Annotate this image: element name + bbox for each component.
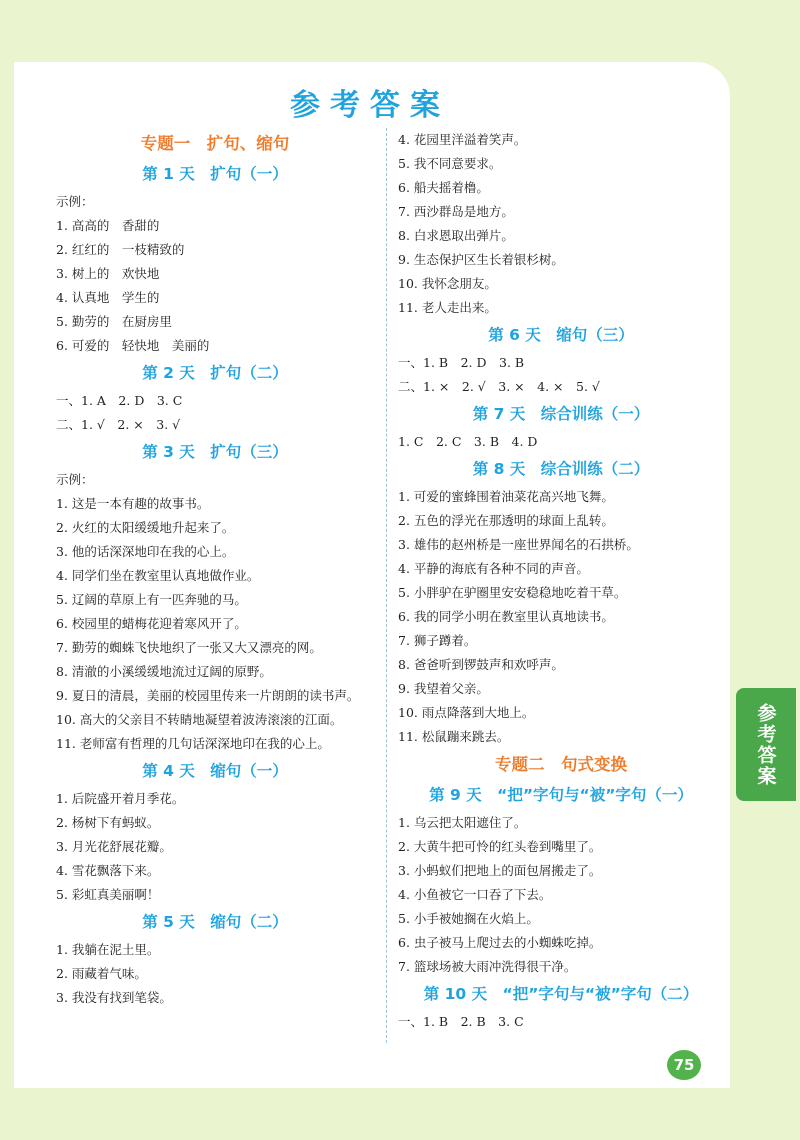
answer-line: 1. 乌云把太阳遮住了。 bbox=[398, 815, 527, 830]
answer-line: 3. 我没有找到笔袋。 bbox=[56, 990, 172, 1005]
answer-line: 1. 我躺在泥土里。 bbox=[56, 942, 160, 957]
answer-line: 3. 月光花舒展花瓣。 bbox=[56, 839, 172, 854]
day-heading: 第 10 天 “把”字句与“被”字句（二） bbox=[423, 985, 699, 1003]
answer-line: 2. 红红的 一枝精致的 bbox=[56, 242, 185, 257]
answer-line: 5. 我不同意要求。 bbox=[398, 156, 502, 171]
answer-line: 一、1. B 2. D 3. B bbox=[398, 355, 525, 370]
answer-line: 2. 火红的太阳缓缓地升起来了。 bbox=[56, 520, 235, 535]
answer-line: 6. 虫子被马上爬过去的小蜘蛛吃掉。 bbox=[398, 935, 602, 950]
answer-line: 4. 同学们坐在教室里认真地做作业。 bbox=[56, 568, 260, 583]
day-heading: 第 9 天 “把”字句与“被”字句（一） bbox=[429, 786, 693, 804]
answer-line: 9. 我望着父亲。 bbox=[398, 681, 489, 696]
answer-line: 7. 西沙群岛是地方。 bbox=[398, 204, 514, 219]
answer-line: 8. 白求恩取出弹片。 bbox=[398, 228, 514, 243]
right-column bbox=[398, 128, 724, 1034]
answer-line: 1. 后院盛开着月季花。 bbox=[56, 791, 185, 806]
answer-line: 6. 可爱的 轻快地 美丽的 bbox=[56, 338, 210, 353]
answer-line: 2. 五色的浮光在那透明的球面上乱转。 bbox=[398, 513, 614, 528]
answer-line: 4. 小鱼被它一口吞了下去。 bbox=[398, 887, 552, 902]
day-heading: 第 8 天 综合训练（二） bbox=[472, 460, 650, 478]
answer-line: 11. 老人走出来。 bbox=[398, 300, 497, 315]
answer-line: 1. 这是一本有趣的故事书。 bbox=[56, 496, 210, 511]
answer-line: 1. C 2. C 3. B 4. D bbox=[398, 434, 538, 449]
answer-line: 一、1. A 2. D 3. C bbox=[56, 393, 183, 408]
page-title: 参考答案 bbox=[290, 88, 450, 123]
answer-line: 5. 辽阔的草原上有一匹奔驰的马。 bbox=[56, 592, 247, 607]
answer-line: 5. 勤劳的 在厨房里 bbox=[56, 314, 172, 329]
answer-line: 10. 雨点降落到大地上。 bbox=[398, 705, 535, 720]
answer-line: 4. 平静的海底有各种不同的声音。 bbox=[398, 561, 589, 576]
topic-heading: 专题二 句式变换 bbox=[495, 755, 627, 774]
answer-line: 3. 他的话深深地印在我的心上。 bbox=[56, 544, 235, 559]
answer-line: 二、1. × 2. √ 3. × 4. × 5. √ bbox=[398, 379, 600, 394]
answer-line: 7. 狮子蹲着。 bbox=[398, 633, 477, 648]
answer-line: 11. 松鼠蹦来跳去。 bbox=[398, 729, 510, 744]
answer-line: 6. 校园里的蜡梅花迎着寒风开了。 bbox=[56, 616, 247, 631]
day-heading: 第 5 天 缩句（二） bbox=[142, 913, 288, 931]
answer-line: 5. 小手被她搁在火焰上。 bbox=[398, 911, 539, 926]
answer-line: 9. 夏日的清晨，美丽的校园里传来一片朗朗的读书声。 bbox=[56, 688, 360, 703]
day-heading: 第 2 天 扩句（二） bbox=[142, 364, 288, 382]
answer-line: 1. 可爱的蜜蜂围着油菜花高兴地飞舞。 bbox=[398, 489, 614, 504]
answer-line: 3. 小蚂蚁们把地上的面包屑搬走了。 bbox=[398, 863, 602, 878]
side-tab bbox=[736, 688, 796, 801]
answer-line: 3. 雄伟的赵州桥是一座世界闻名的石拱桥。 bbox=[398, 537, 639, 552]
side-tab-label: 参考答案 bbox=[754, 702, 777, 787]
answer-line: 2. 大黄牛把可怜的红头卷到嘴里了。 bbox=[398, 839, 602, 854]
answer-line: 6. 船夫摇着橹。 bbox=[398, 180, 489, 195]
day-heading: 第 3 天 扩句（三） bbox=[142, 443, 288, 461]
day-heading: 第 1 天 扩句（一） bbox=[142, 165, 288, 183]
answer-line: 2. 杨树下有蚂蚁。 bbox=[56, 815, 160, 830]
answer-line: 9. 生态保护区生长着银杉树。 bbox=[398, 252, 564, 267]
column-divider bbox=[386, 128, 387, 1043]
answer-line: 5. 彩虹真美丽啊！ bbox=[56, 887, 160, 902]
day-heading: 第 7 天 综合训练（一） bbox=[472, 405, 650, 423]
answer-line: 3. 树上的 欢快地 bbox=[56, 266, 160, 281]
answer-line: 10. 高大的父亲目不转睛地凝望着波涛滚滚的江面。 bbox=[56, 712, 343, 727]
answer-line: 7. 勤劳的蜘蛛飞快地织了一张又大又漂亮的网。 bbox=[56, 640, 322, 655]
answer-line: 8. 爸爸听到锣鼓声和欢呼声。 bbox=[398, 657, 564, 672]
answer-line: 4. 雪花飘落下来。 bbox=[56, 863, 160, 878]
answer-line: 一、1. B 2. B 3. C bbox=[398, 1014, 524, 1029]
topic-heading: 专题一 扩句、缩句 bbox=[140, 134, 290, 153]
answer-line: 示例： bbox=[56, 472, 94, 487]
answer-line: 4. 花园里洋溢着笑声。 bbox=[398, 132, 527, 147]
answer-line: 二、1. √ 2. × 3. √ bbox=[56, 417, 181, 432]
page-number: 75 bbox=[667, 1050, 701, 1080]
day-heading: 第 4 天 缩句（一） bbox=[142, 762, 288, 780]
answer-line: 示例： bbox=[56, 194, 94, 209]
answer-line: 8. 清澈的小溪缓缓地流过辽阔的原野。 bbox=[56, 664, 272, 679]
left-column bbox=[56, 128, 374, 1010]
answer-line: 10. 我怀念朋友。 bbox=[398, 276, 497, 291]
answer-line: 7. 篮球场被大雨冲洗得很干净。 bbox=[398, 959, 577, 974]
answer-line: 5. 小胖驴在驴圈里安安稳稳地吃着干草。 bbox=[398, 585, 627, 600]
answer-line: 6. 我的同学小明在教室里认真地读书。 bbox=[398, 609, 614, 624]
answer-line: 4. 认真地 学生的 bbox=[56, 290, 160, 305]
answer-line: 11. 老师富有哲理的几句话深深地印在我的心上。 bbox=[56, 736, 330, 751]
answer-line: 1. 高高的 香甜的 bbox=[56, 218, 160, 233]
day-heading: 第 6 天 缩句（三） bbox=[488, 326, 634, 344]
answer-line: 2. 雨藏着气味。 bbox=[56, 966, 147, 981]
